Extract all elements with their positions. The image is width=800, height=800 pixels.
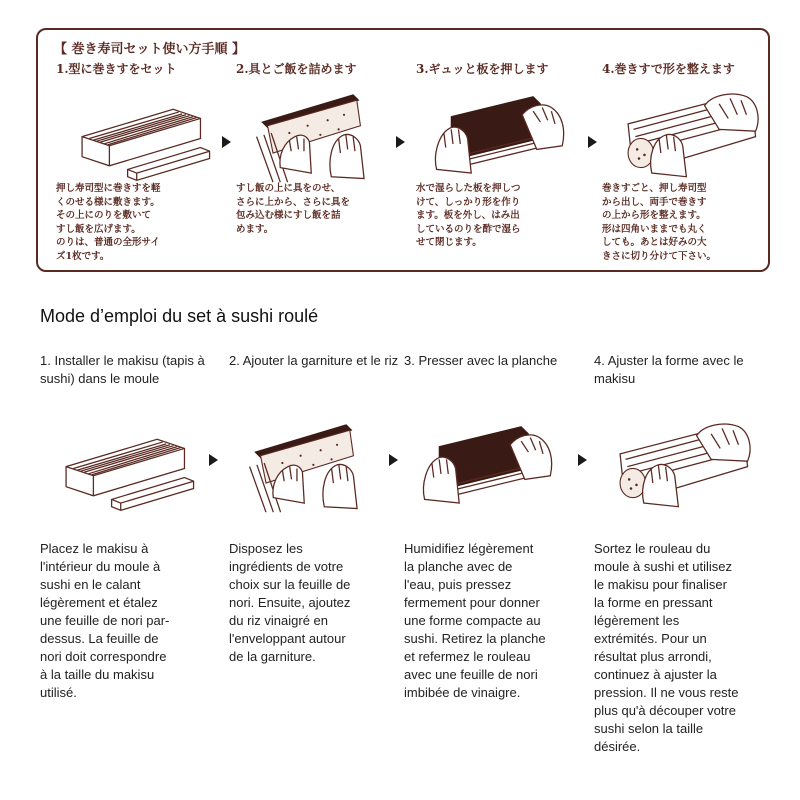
pressing-board-icon: [404, 412, 580, 514]
fr-step-3: [404, 352, 584, 772]
jp-step-3-text: 水で湿らした板を押しつ けて、しっかり形を作り ます。板を外し、はみ出 しているのりを酢で湿ら せて閉じます。: [416, 183, 521, 248]
right-triangle-arrow-icon: [209, 454, 218, 466]
fr-step-1-text: Placez le makisu à l'intérieur du moule à sushi en le calant légèrement et étalez une feuille de nori par- dessus. La feuille de nori doit correspondre à la taille du makisu utilisé.: [40, 541, 170, 700]
jp-step-1-title: 1.型に巻きすをセット: [56, 62, 177, 76]
japanese-instructions-box: [36, 28, 770, 272]
jp-step-1-text: 押し寿司型に巻きすを軽 くのせる様に敷きます。 その上にのりを敷いて すし飯を広げます。 のりは、普通の全形サイ ズ1枚です。: [56, 183, 161, 262]
filling-rice-hands-icon: [229, 412, 405, 514]
right-triangle-arrow-icon: [588, 136, 597, 148]
shaping-mat-icon: [594, 412, 770, 514]
jp-step-4-text: 巻きすごと、押し寿司型 から出し、両手で巻きす の上から形を整えます。 形は四角いままでも丸く しても。あとは好みの大 きさに切り分けて下さい。: [602, 183, 717, 262]
shaping-mat-icon: [602, 82, 778, 184]
fr-step-4: [594, 352, 774, 772]
jp-step-2-text: すし飯の上に具をのせ、 さらに上から、さらに具を 包み込む様にすし飯を詰 めます。: [236, 183, 351, 235]
fr-step-1: [40, 352, 220, 772]
fr-step-4-text: Sortez le rouleau du moule à sushi et utilisez le makisu pour finaliser la forme en pressant légèrement les extrémités. Pour un résultat plus arrondi, continuez à ajuster la pression. Il ne vous reste plus qu'à découper votre sushi selon la taille désirée.: [594, 541, 739, 754]
jp-step-2: [236, 30, 412, 270]
fr-step-3-title: 3. Presser avec la planche: [404, 353, 558, 368]
sushi-mold-mat-icon: [56, 82, 232, 184]
jp-step-4: [602, 30, 778, 270]
jp-step-4-title: 4.巻きすで形を整えます: [602, 62, 735, 76]
sushi-mold-mat-icon: [40, 412, 216, 514]
japanese-title: 【 巻き寿司セット使い方手順 】: [54, 42, 246, 57]
jp-step-2-title: 2.具とご飯を詰めます: [236, 62, 357, 76]
fr-step-1-title: 1. Installer le makisu (tapis à sushi) dans le moule: [40, 353, 205, 386]
fr-step-3-text: Humidifiez légèrement la planche avec de l'eau, puis pressez fermement pour donner une forme compacte au sushi. Retirez la planche et refermez le rouleau avec une feuille de nori imbibée de vinaigre.: [404, 541, 546, 700]
fr-step-2-text: Disposez les ingrédients de votre choix sur la feuille de nori. Ensuite, ajoutez du riz vinaigré en l'enveloppant autour de la garniture.: [229, 541, 351, 664]
fr-step-2: [229, 352, 409, 772]
right-triangle-arrow-icon: [396, 136, 405, 148]
fr-step-2-title: 2. Ajouter la garniture et le riz: [229, 353, 399, 368]
right-triangle-arrow-icon: [222, 136, 231, 148]
right-triangle-arrow-icon: [389, 454, 398, 466]
jp-step-3: [416, 30, 592, 270]
jp-step-1: [56, 30, 232, 270]
jp-step-3-title: 3.ギュッと板を押します: [416, 62, 549, 76]
french-title: Mode d’emploi du set à sushi roulé: [40, 306, 319, 326]
filling-rice-hands-icon: [236, 82, 412, 184]
pressing-board-icon: [416, 82, 592, 184]
right-triangle-arrow-icon: [578, 454, 587, 466]
fr-step-4-title: 4. Ajuster la forme avec le makisu: [594, 353, 744, 386]
